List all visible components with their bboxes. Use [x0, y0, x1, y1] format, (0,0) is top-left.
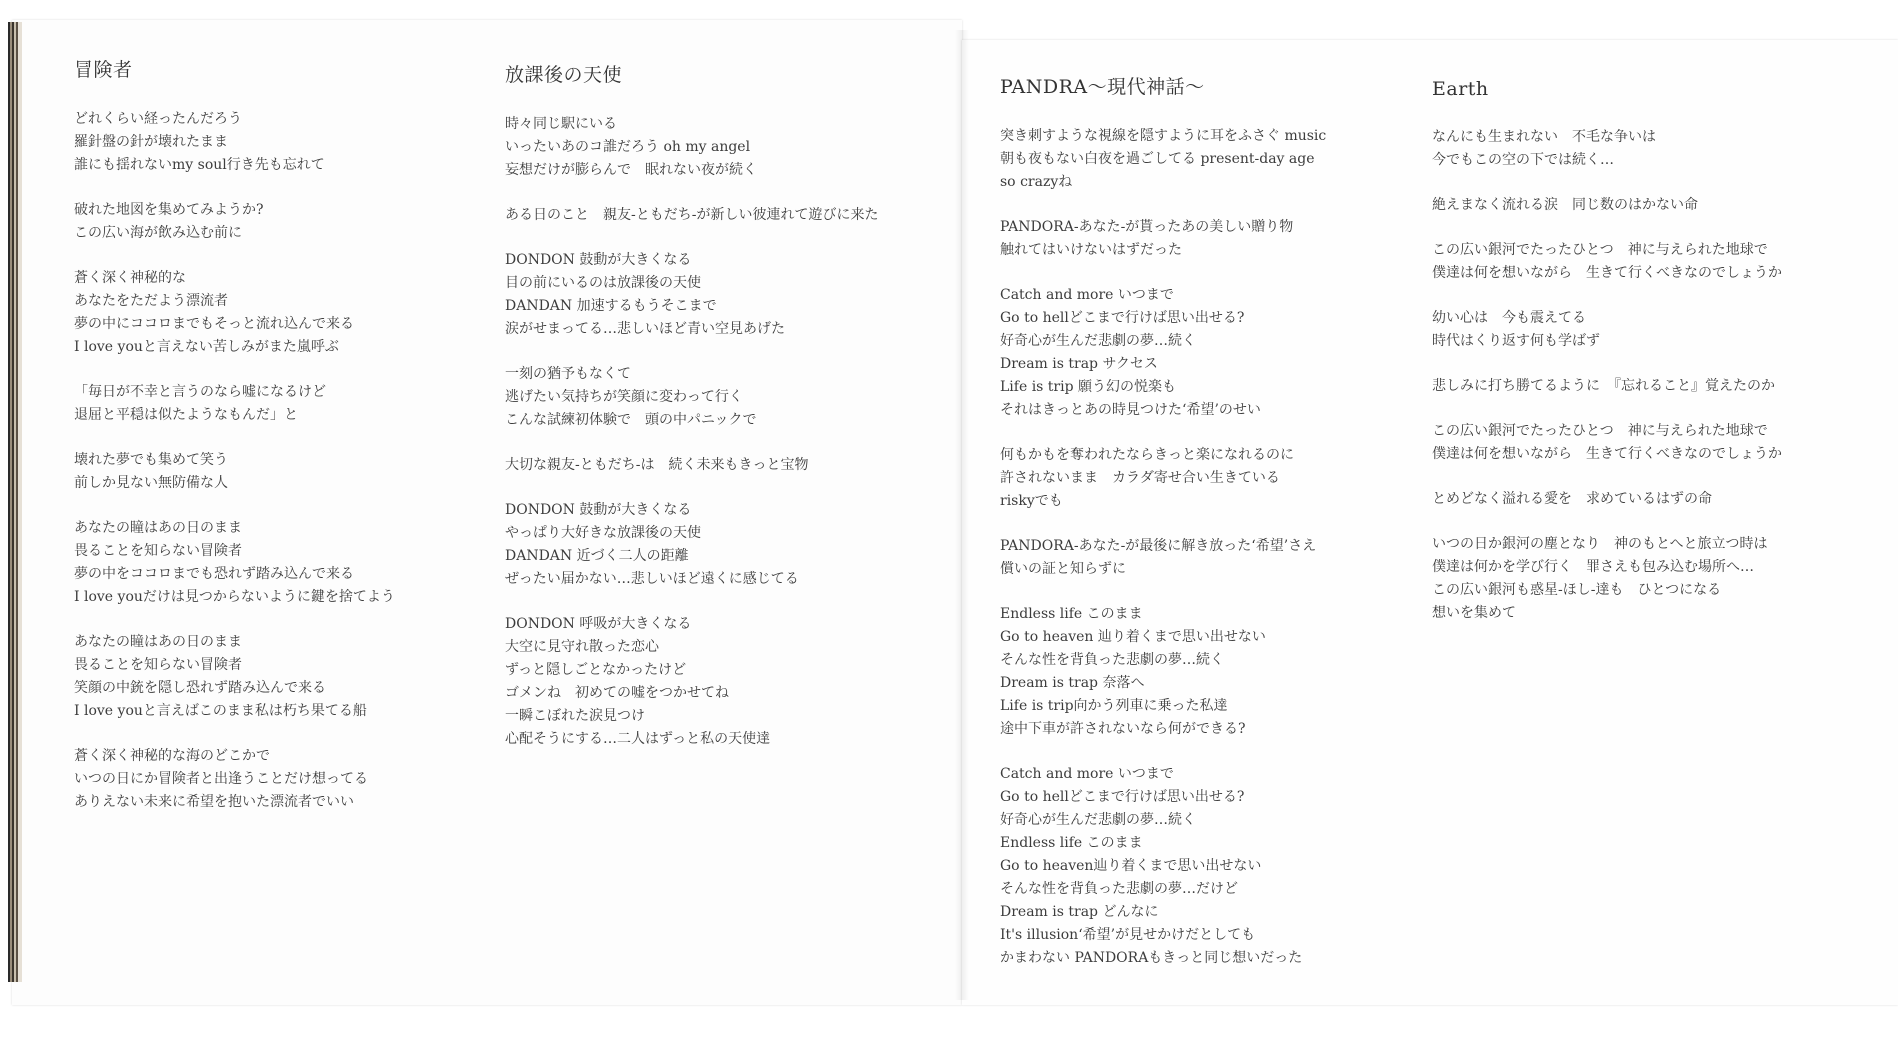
lyric-line: Endless life このまま [1000, 835, 1143, 851]
lyric-stanza [505, 204, 878, 227]
lyric-stanza [1000, 603, 1326, 741]
lyric-line: 目の前にいるのは放課後の天使 [505, 275, 701, 291]
lyric-stanza [1000, 763, 1326, 970]
lyric-line: 「毎日が不幸と言うのなら嘘になるけど [74, 384, 326, 400]
lyric-line: 時代はくり返す何も学ばず [1432, 333, 1600, 349]
lyric-line: 妄想だけが膨らんで 眠れない夜が続く [505, 162, 757, 178]
lyric-line: この広い海が飲み込む前に [74, 225, 242, 241]
lyric-line: 好奇心が生んだ悲劇の夢…続く [1000, 812, 1196, 828]
lyric-line: 僕達は何を想いながら 生きて行くべきなのでしょうか [1432, 265, 1782, 281]
song-column-houkago-no-tenshi [505, 60, 878, 773]
lyric-line: 逃げたい気持ちが笑顔に変わって行く [505, 389, 743, 405]
lyric-stanza [74, 108, 395, 177]
lyric-line: 笑顔の中銃を隠し恐れず踏み込んで来る [74, 680, 326, 696]
lyric-line: I love youと言えない苦しみがまた嵐呼ぶ [74, 339, 339, 355]
lyric-stanza [1432, 194, 1782, 217]
lyric-line: 退屈と平穏は似たようなもんだ」と [74, 407, 298, 423]
song-column-earth [1432, 78, 1782, 647]
song-title: PANDRA～現代神話～ [1000, 76, 1205, 98]
lyric-line: かまわない PANDORAもきっと同じ想いだった [1000, 950, 1303, 966]
lyric-stanza [74, 745, 395, 814]
lyric-line: いつの日にか冒険者と出逢うことだけ想ってる [74, 771, 368, 787]
lyric-line: DANDAN 近づく二人の距離 [505, 548, 689, 564]
lyric-line: 朝も夜もない白夜を過ごしてる present-day age [1000, 151, 1315, 167]
lyric-stanza [1432, 488, 1782, 511]
lyric-line: 一瞬こぼれた涙見つけ [505, 708, 645, 724]
song-title: 冒険者 [74, 59, 133, 81]
lyric-line: Catch and more いつまで [1000, 287, 1174, 303]
lyric-line: 涙がせまってる…悲しいほど青い空見あげた [505, 321, 785, 337]
lyric-stanza [1432, 307, 1782, 353]
lyric-line: この広い銀河でたったひとつ 神に与えられた地球で [1432, 242, 1768, 258]
lyric-stanza [1432, 126, 1782, 172]
lyric-stanza [1000, 535, 1326, 581]
lyric-line: やっぱり大好きな放課後の天使 [505, 525, 701, 541]
lyric-line: Catch and more いつまで [1000, 766, 1174, 782]
lyric-line: 償いの証と知らずに [1000, 561, 1126, 577]
lyric-line: Dream is trap どんなに [1000, 904, 1159, 920]
lyric-line: DONDON 鼓動が大きくなる [505, 502, 692, 518]
lyric-line: 心配そうにする…二人はずっと私の天使達 [505, 731, 771, 747]
lyric-line: ずっと隠しごとなかったけど [505, 662, 687, 678]
lyric-line: 前しか見ない無防備な人 [74, 475, 228, 491]
lyric-line: ゴメンね 初めての嘘をつかせてね [505, 685, 729, 701]
lyric-stanza [1432, 239, 1782, 285]
lyric-line: 夢の中にココロまでもそっと流れ込んで来る [74, 316, 354, 332]
lyric-line: とめどなく溢れる愛を 求めているはずの命 [1432, 491, 1712, 507]
lyric-line: 許されないまま カラダ寄せ合い生きている [1000, 470, 1280, 486]
lyric-line: PANDORA-あなた-が最後に解き放った‘希望’さえ [1000, 538, 1317, 554]
lyric-stanza [74, 517, 395, 609]
lyric-stanza [1432, 375, 1782, 398]
lyric-line: ぜったい届かない…悲しいほど遠くに感じてる [505, 571, 799, 587]
lyric-stanza [1000, 125, 1326, 194]
song-title: Earth [1432, 78, 1489, 100]
lyric-line: I love youだけは見つからないように鍵を捨てよう [74, 589, 395, 605]
lyric-line: あなたをただよう漂流者 [74, 293, 228, 309]
song-title: 放課後の天使 [505, 64, 623, 86]
lyric-line: どれくらい経ったんだろう [74, 111, 242, 127]
lyric-line: Endless life このまま [1000, 606, 1143, 622]
lyric-line: Life is trip向かう列車に乗った私達 [1000, 698, 1228, 714]
lyric-line: 一刻の猶予もなくて [505, 366, 631, 382]
lyric-line: 羅針盤の針が壊れたまま [74, 134, 228, 150]
lyric-line: Go to heaven辿り着くまで思い出せない [1000, 858, 1262, 874]
lyric-stanza [505, 363, 878, 432]
lyric-stanza [1000, 444, 1326, 513]
booklet-spine-edge [8, 22, 22, 982]
lyric-line: 好奇心が生んだ悲劇の夢…続く [1000, 333, 1196, 349]
lyric-line: It's illusion‘希望’が見せかけだとしても [1000, 927, 1256, 943]
lyric-stanza [1000, 284, 1326, 422]
song-column-bokensha [74, 55, 395, 836]
lyric-line: Go to heaven 辿り着くまで思い出せない [1000, 629, 1266, 645]
lyric-stanza [74, 631, 395, 723]
lyric-line: Dream is trap 奈落へ [1000, 675, 1145, 691]
lyric-line: 蒼く深く神秘的な [74, 270, 186, 286]
lyric-line: 突き刺すような視線を隠すように耳をふさぐ music [1000, 128, 1327, 144]
lyric-line: 大空に見守れ散った恋心 [505, 639, 659, 655]
lyric-line: 大切な親友-ともだち-は 続く未来もきっと宝物 [505, 457, 809, 473]
lyric-stanza [505, 499, 878, 591]
lyric-line: ありえない未来に希望を抱いた漂流者でいい [74, 794, 354, 810]
lyric-line: こんな試練初体験で 頭の中パニックで [505, 412, 757, 428]
lyric-stanza [74, 267, 395, 359]
lyric-line: 蒼く深く神秘的な海のどこかで [74, 748, 270, 764]
center-gutter [955, 30, 969, 1000]
lyric-line: Go to hellどこまで行けば思い出せる? [1000, 310, 1245, 326]
lyric-stanza [1432, 420, 1782, 466]
lyric-line: なんにも生まれない 不毛な争いは [1432, 129, 1656, 145]
lyric-line: I love youと言えばこのまま私は朽ち果てる船 [74, 703, 367, 719]
lyric-stanza [74, 199, 395, 245]
lyric-line: それはきっとあの時見つけた‘希望’のせい [1000, 402, 1261, 418]
lyric-line: riskyでも [1000, 493, 1063, 509]
lyric-line: DANDAN 加速するもうそこまで [505, 298, 717, 314]
lyric-line: 僕達は何かを学び行く 罪さえも包み込む場所へ… [1432, 559, 1754, 575]
lyric-stanza [505, 613, 878, 751]
lyric-line: この広い銀河も惑星-ほし-達も ひとつになる [1432, 582, 1722, 598]
lyric-stanza [1432, 533, 1782, 625]
lyric-line: あなたの瞳はあの日のまま [74, 634, 242, 650]
lyric-line: 畏ることを知らない冒険者 [74, 657, 242, 673]
lyric-line: 触れてはいけないはずだった [1000, 242, 1182, 258]
lyric-line: DONDON 呼吸が大きくなる [505, 616, 692, 632]
lyric-stanza [505, 454, 878, 477]
lyric-line: そんな性を背負った悲劇の夢…だけど [1000, 881, 1238, 897]
lyric-line: 壊れた夢でも集めて笑う [74, 452, 228, 468]
lyric-line: DONDON 鼓動が大きくなる [505, 252, 692, 268]
lyric-line: PANDORA-あなた-が貰ったあの美しい贈り物 [1000, 219, 1294, 235]
song-column-pandra [1000, 72, 1326, 992]
lyric-line: いったいあのコ誰だろう oh my angel [505, 139, 751, 155]
lyric-line: いつの日か銀河の塵となり 神のもとへと旅立つ時は [1432, 536, 1768, 552]
lyric-stanza [1000, 216, 1326, 262]
lyric-line: 途中下車が許されないなら何ができる? [1000, 721, 1246, 737]
lyric-line: 畏ることを知らない冒険者 [74, 543, 242, 559]
lyric-line: 絶えまなく流れる涙 同じ数のはかない命 [1432, 197, 1698, 213]
lyric-line: Dream is trap サクセス [1000, 356, 1158, 372]
lyric-line: Life is trip 願う幻の悦楽も [1000, 379, 1177, 395]
lyric-line: 誰にも揺れないmy soul行き先も忘れて [74, 157, 325, 173]
lyric-line: あなたの瞳はあの日のまま [74, 520, 242, 536]
lyric-line: この広い銀河でたったひとつ 神に与えられた地球で [1432, 423, 1768, 439]
lyric-line: ある日のこと 親友-ともだち-が新しい彼連れて遊びに来た [505, 207, 879, 223]
lyric-line: 想いを集めて [1432, 605, 1516, 621]
lyric-stanza [505, 113, 878, 182]
lyric-line: 時々同じ駅にいる [505, 116, 617, 132]
lyric-line: 何もかもを奪われたならきっと楽になれるのに [1000, 447, 1294, 463]
lyric-line: 破れた地図を集めてみようか? [74, 202, 264, 218]
lyric-line: 幼い心は 今も震えてる [1432, 310, 1586, 326]
lyric-stanza [505, 249, 878, 341]
lyric-line: so crazyね [1000, 174, 1073, 190]
lyric-line: 夢の中をココロまでも恐れず踏み込んで来る [74, 566, 354, 582]
lyric-stanza [74, 449, 395, 495]
lyric-line: 今でもこの空の下では続く… [1432, 152, 1614, 168]
lyric-line: 悲しみに打ち勝てるように 『忘れること』覚えたのか [1432, 378, 1775, 394]
lyric-line: 僕達は何を想いながら 生きて行くべきなのでしょうか [1432, 446, 1782, 462]
lyric-line: そんな性を背負った悲劇の夢…続く [1000, 652, 1224, 668]
lyric-line: Go to hellどこまで行けば思い出せる? [1000, 789, 1245, 805]
lyric-stanza [74, 381, 395, 427]
